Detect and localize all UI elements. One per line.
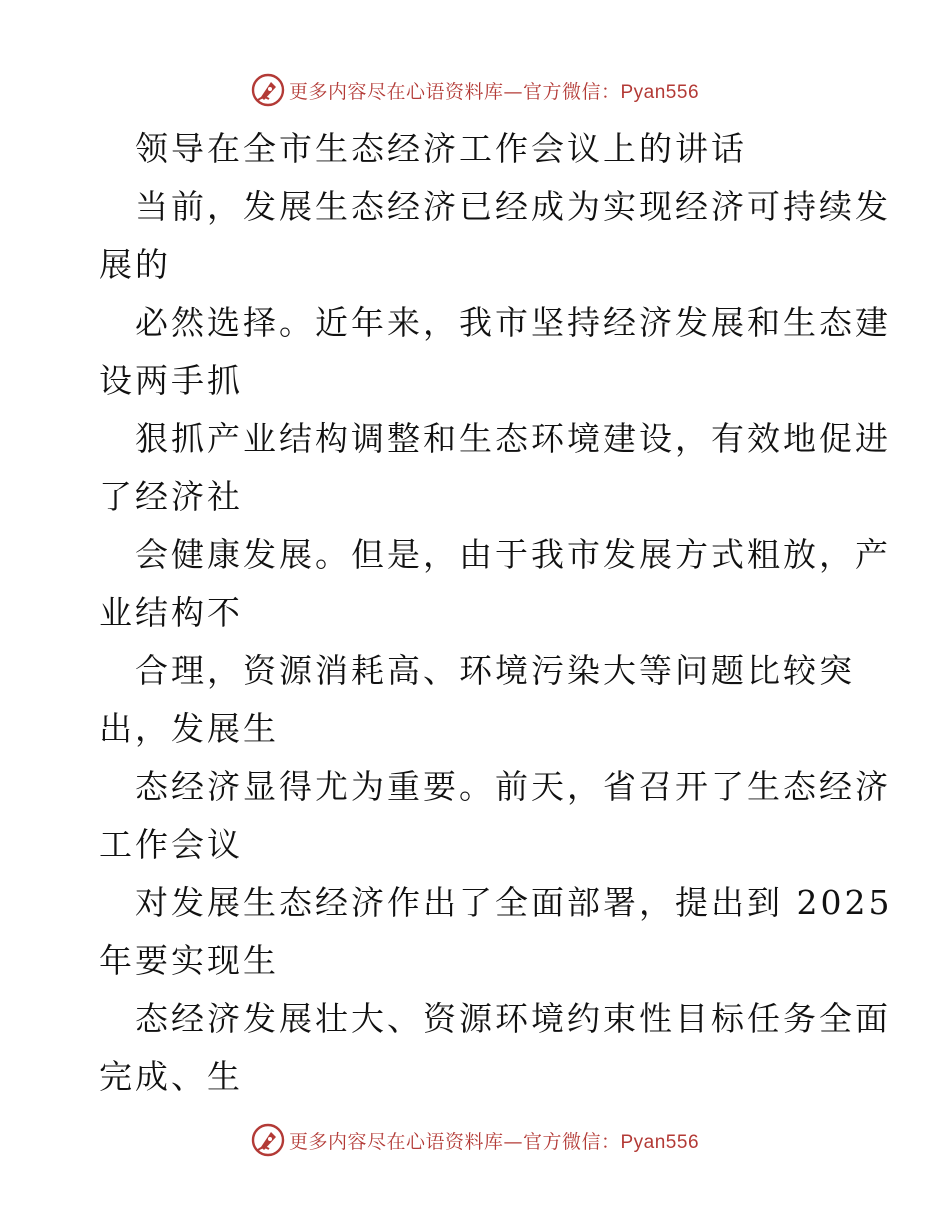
- text-line: 对发展生态经济作出了全面部署，提出到 2025: [135, 883, 893, 922]
- banner-text: [289, 1127, 699, 1154]
- text-line: 完成、生: [99, 1057, 243, 1096]
- banner-wechat-id: Pyan556: [620, 1131, 700, 1153]
- text-line: 业结构不: [99, 593, 243, 632]
- banner-title: 更多内容尽在心语资料库—官方微信：: [288, 80, 621, 103]
- pen-nib-logo-icon: [251, 73, 285, 107]
- text-line: 态经济显得尤为重要。前天，省召开了生态经济: [135, 767, 891, 806]
- document-body: [99, 120, 893, 1106]
- text-line: 工作会议: [99, 825, 243, 864]
- text-line: 必然选择。近年来，我市坚持经济发展和生态建: [135, 303, 891, 342]
- text-line: 态经济发展壮大、资源环境约束性目标任务全面: [135, 999, 891, 1038]
- text-line: 展的: [99, 245, 171, 284]
- pen-nib-logo-icon: [251, 1123, 285, 1157]
- banner-wechat-id: Pyan556: [620, 81, 700, 103]
- text-line: 出，发展生: [99, 709, 279, 748]
- document-title: 领导在全市生态经济工作会议上的讲话: [135, 129, 747, 168]
- text-line: 了经济社: [99, 477, 243, 516]
- banner-text: [289, 77, 699, 104]
- text-line: 会健康发展。但是，由于我市发展方式粗放，产: [135, 535, 891, 574]
- header-banner: [0, 70, 950, 110]
- footer-banner: [0, 1120, 950, 1160]
- banner-title: 更多内容尽在心语资料库—官方微信：: [288, 1130, 621, 1153]
- text-line: 年要实现生: [99, 941, 279, 980]
- text-line: 狠抓产业结构调整和生态环境建设，有效地促进: [135, 419, 891, 458]
- text-line: 设两手抓: [99, 361, 243, 400]
- text-line: 当前，发展生态经济已经成为实现经济可持续发: [135, 187, 891, 226]
- text-line: 合理，资源消耗高、环境污染大等问题比较突: [135, 651, 855, 690]
